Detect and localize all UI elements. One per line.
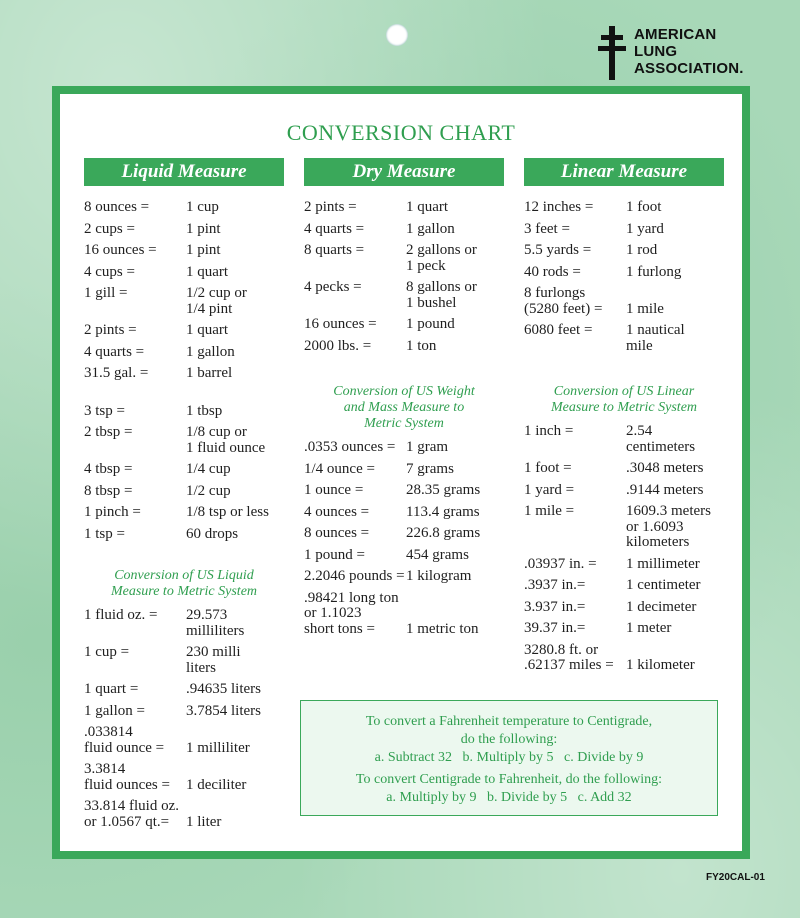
conversion-from: 3280.8 ft. or .62137 miles = [524, 641, 614, 673]
conversion-to: 1 gallon [406, 220, 455, 237]
conversion-to: 1 kilogram [406, 568, 472, 584]
conversion-row [524, 265, 724, 281]
conversion-to: 1 pint [186, 242, 221, 258]
liquid-spoon-rows [84, 404, 284, 543]
page-title: CONVERSION CHART [286, 120, 516, 145]
conversion-from: 4 quarts = [304, 220, 365, 237]
conversion-from: 6080 feet = [524, 322, 593, 338]
conversion-from: 8 tbsp = [84, 482, 133, 499]
conversion-row [304, 505, 504, 521]
conversion-to: 1 barrel [186, 365, 233, 381]
linear-metric-title: Conversion of US Linear Measure to Metric System [550, 384, 698, 415]
dry-metric-title: Conversion of US Weight and Mass Measure to Metric System [333, 384, 475, 431]
conversion-from: 16 ounces = [84, 242, 157, 258]
conversion-row [304, 339, 504, 355]
conversion-row [524, 557, 724, 573]
conversion-to: 7 grams [406, 460, 454, 477]
conversion-to: 1 pound [406, 316, 455, 332]
conversion-from: 12 inches = [524, 199, 594, 215]
conversion-row [304, 280, 504, 311]
conversion-card [52, 86, 750, 859]
conversion-from: 1 cup = [84, 644, 130, 660]
conversion-from: 1 yard = [524, 481, 575, 498]
liquid-metric-rows [84, 608, 284, 830]
conversion-row [84, 404, 284, 420]
liquid-metric-title: Conversion of US Liquid Measure to Metric System [110, 568, 258, 599]
conversion-to: 1609.3 meters or 1.6093 kilometers [626, 503, 711, 550]
logo-line-3: ASSOCIATION. [634, 60, 744, 77]
conversion-to: 454 grams [406, 546, 469, 563]
binder-hole [386, 24, 408, 46]
conversion-row [84, 704, 284, 720]
conversion-to: 1 deciliter [186, 776, 247, 793]
conversion-from: 1 mile = [524, 503, 575, 519]
conversion-from: .3937 in.= [524, 577, 586, 593]
conversion-row [84, 645, 284, 676]
conversion-row [84, 682, 284, 698]
conversion-row [524, 600, 724, 616]
temp-line-5: a. Multiply by 9 b. Divide by 5 c. Add 32 [386, 790, 632, 805]
conversion-from: 1 ounce = [304, 482, 364, 498]
conversion-to: 1 quart [406, 199, 449, 215]
conversion-row [84, 366, 284, 382]
conversion-row [84, 799, 284, 830]
conversion-from: 2 cups = [84, 220, 135, 237]
conversion-from: 2 tbsp = [84, 424, 133, 440]
dry-measure-header: Dry Measure [304, 158, 504, 186]
conversion-to: 1/4 cup [186, 461, 231, 477]
conversion-row [84, 725, 284, 756]
temp-line-2: do the following: [460, 732, 558, 747]
conversion-to: 8 gallons or 1 bushel [406, 279, 477, 311]
conversion-to: 1 decimeter [626, 598, 697, 615]
conversion-from: 8 furlongs (5280 feet) = [524, 285, 603, 317]
conversion-row [304, 591, 504, 638]
temp-line-4: To convert Centigrade to Fahrenheit, do the following: [355, 772, 663, 787]
conversion-to: 1 mile [626, 300, 664, 317]
conversion-row [304, 317, 504, 333]
double-cross-icon [598, 26, 626, 80]
liquid-measure-column [84, 158, 284, 836]
conversion-to: 230 milli liters [186, 644, 241, 676]
conversion-row [524, 323, 724, 354]
conversion-from: 1 quart = [84, 681, 139, 697]
conversion-to: 1 kilometer [626, 657, 695, 673]
conversion-to: 1 tbsp [186, 402, 223, 419]
conversion-from: 3.3814 fluid ounces = [84, 761, 170, 793]
conversion-to: 1 gram [406, 439, 449, 455]
linear-metric-rows [524, 424, 724, 674]
conversion-row [84, 243, 284, 259]
dry-measure-column [304, 158, 504, 643]
conversion-row [524, 243, 724, 259]
conversion-row [84, 200, 284, 216]
conversion-to: 1 ton [406, 337, 437, 354]
conversion-to: 1 gallon [186, 343, 235, 360]
conversion-to: 113.4 grams [406, 503, 480, 520]
conversion-row [524, 643, 724, 674]
conversion-from: 2 pints = [84, 322, 137, 338]
conversion-from: 4 ounces = [304, 503, 370, 520]
conversion-row [84, 323, 284, 339]
conversion-from: 1 gill = [84, 285, 128, 301]
conversion-to: 60 drops [186, 525, 239, 542]
conversion-from: 8 quarts = [304, 242, 365, 258]
temp-line-3: a. Subtract 32 b. Multiply by 5 c. Divide by 9 [374, 750, 644, 765]
conversion-from: 40 rods = [524, 263, 581, 280]
conversion-to: 1 furlong [626, 263, 682, 280]
conversion-row [84, 762, 284, 793]
conversion-row [84, 222, 284, 238]
conversion-row [304, 548, 504, 564]
conversion-from: 1 tsp = [84, 525, 125, 542]
conversion-from: 5.5 yards = [524, 242, 592, 258]
conversion-row [304, 222, 504, 238]
conversion-to: 1 quart [186, 322, 229, 338]
conversion-to: 1 meter [626, 620, 672, 636]
conversion-from: 4 pecks = [304, 279, 362, 295]
linear-measure-header: Linear Measure [524, 158, 724, 186]
conversion-row [524, 424, 724, 455]
conversion-from: 4 cups = [84, 263, 135, 280]
conversion-from: 39.37 in.= [524, 620, 586, 636]
conversion-from: .0353 ounces = [304, 439, 396, 455]
conversion-row [304, 569, 504, 585]
dry-rows [304, 200, 504, 354]
conversion-row [84, 265, 284, 281]
conversion-to: .9144 meters [626, 481, 704, 498]
conversion-from: 4 tbsp = [84, 461, 133, 477]
conversion-row [524, 621, 724, 637]
linear-rows [524, 200, 724, 354]
conversion-from: .98421 long ton or 1.1023 short tons = [304, 589, 399, 637]
conversion-from: 3.937 in.= [524, 598, 586, 615]
conversion-from: 4 quarts = [84, 343, 145, 360]
conversion-row [524, 578, 724, 594]
conversion-row [304, 462, 504, 478]
conversion-row [84, 505, 284, 521]
conversion-row [84, 484, 284, 500]
conversion-to: .3048 meters [626, 460, 704, 476]
conversion-row [84, 345, 284, 361]
conversion-row [84, 527, 284, 543]
conversion-to: 1 quart [186, 263, 229, 280]
conversion-row [84, 286, 284, 317]
conversion-to: 1/2 cup [186, 482, 231, 499]
conversion-from: 33.814 fluid oz. or 1.0567 qt.= [84, 798, 179, 830]
conversion-to: 1/8 cup or 1 fluid ounce [186, 424, 266, 456]
conversion-from: 2 pints = [304, 199, 357, 215]
logo-line-2: LUNG [634, 43, 678, 60]
linear-measure-column [524, 158, 724, 680]
conversion-row [304, 440, 504, 456]
conversion-from: 1 inch = [524, 423, 574, 439]
conversion-to: 1/8 tsp or less [186, 504, 269, 520]
conversion-from: 2.2046 pounds = [304, 568, 405, 584]
conversion-row [84, 462, 284, 478]
conversion-from: 1 pound = [304, 546, 365, 563]
conversion-to: 1 nautical mile [626, 322, 685, 354]
conversion-row [524, 286, 724, 317]
conversion-to: 1 yard [626, 220, 664, 237]
conversion-from: 3 tsp = [84, 402, 125, 419]
conversion-to: 1 foot [626, 199, 662, 215]
dry-metric-rows [304, 440, 504, 637]
conversion-to: .94635 liters [186, 681, 261, 697]
conversion-to: 1 milliliter [186, 739, 250, 756]
conversion-to: 1 millimeter [626, 555, 700, 572]
conversion-to: 1 rod [626, 242, 658, 258]
liquid-measure-header: Liquid Measure [84, 158, 284, 186]
conversion-to: 1 metric ton [406, 620, 479, 637]
conversion-row [84, 425, 284, 456]
conversion-to: 29.573 milliliters [186, 607, 245, 639]
logo-line-1: AMERICAN [634, 26, 717, 43]
conversion-from: 3 feet = [524, 220, 570, 237]
conversion-from: 1/4 ounce = [304, 460, 375, 477]
conversion-to: 1/2 cup or 1/4 pint [186, 285, 247, 317]
american-lung-association-logo [598, 26, 744, 80]
conversion-to: 1 cup [186, 199, 219, 215]
temperature-conversion-box [300, 700, 718, 816]
conversion-from: 1 foot = [524, 460, 572, 476]
conversion-row [304, 526, 504, 542]
conversion-to: 226.8 grams [406, 525, 481, 541]
conversion-to: 3.7854 liters [186, 702, 261, 719]
conversion-from: 31.5 gal. = [84, 365, 149, 381]
conversion-from: 1 gallon = [84, 702, 145, 719]
conversion-to: 2.54 centimeters [626, 423, 696, 455]
conversion-to: 1 pint [186, 220, 221, 237]
conversion-from: 1 pinch = [84, 504, 141, 520]
conversion-row [84, 608, 284, 639]
conversion-from: .033814 fluid ounce = [84, 724, 165, 756]
conversion-row [524, 504, 724, 551]
conversion-row [304, 483, 504, 499]
conversion-from: .03937 in. = [524, 555, 597, 572]
conversion-from: 16 ounces = [304, 316, 377, 332]
conversion-to: 2 gallons or 1 peck [406, 242, 477, 274]
conversion-row [304, 200, 504, 216]
conversion-row [304, 243, 504, 274]
conversion-to: 1 liter [186, 813, 222, 830]
logo-text [634, 26, 744, 77]
liquid-rows [84, 200, 284, 382]
conversion-from: 8 ounces = [304, 525, 370, 541]
conversion-to: 1 centimeter [626, 577, 701, 593]
conversion-to: 28.35 grams [406, 482, 481, 498]
conversion-row [524, 483, 724, 499]
footer-code: FY20CAL-01 [706, 872, 765, 883]
conversion-row [524, 200, 724, 216]
conversion-from: 1 fluid oz. = [84, 607, 158, 623]
conversion-from: 2000 lbs. = [304, 337, 372, 354]
conversion-row [524, 461, 724, 477]
conversion-row [524, 222, 724, 238]
conversion-from: 8 ounces = [84, 199, 150, 215]
temp-line-1: To convert a Fahrenheit temperature to Centigrade, [365, 714, 653, 729]
